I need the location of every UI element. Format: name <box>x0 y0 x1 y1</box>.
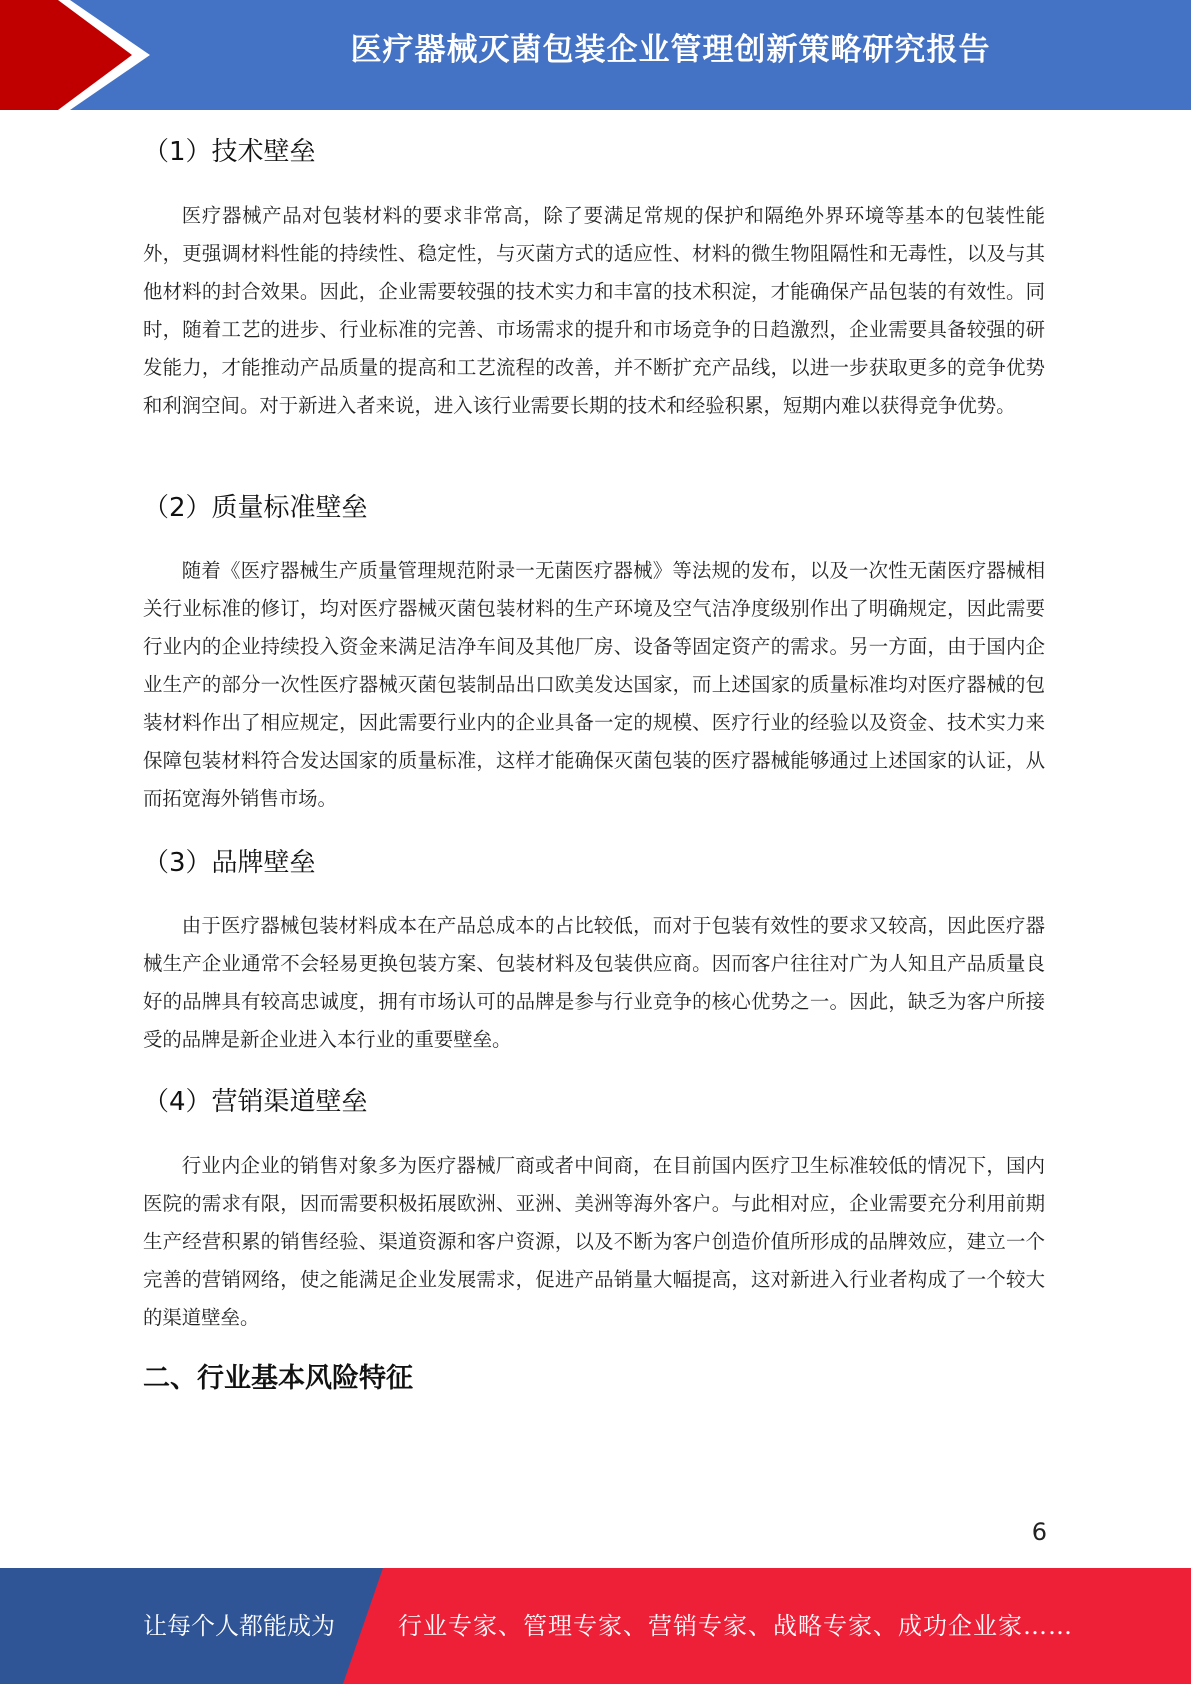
header-arrow-decoration <box>0 0 160 110</box>
major-heading-risk: 二、行业基本风险特征 <box>143 1363 413 1394</box>
page-number: 6 <box>1031 1518 1047 1546</box>
page-header <box>0 0 1191 110</box>
section-paragraph-marketing: 行业内企业的销售对象多为医疗器械厂商或者中间商，在目前国内医疗卫生标准较低的情况下，国内医院的需求有限，因而需要积极拓展欧洲、亚洲、美洲等海外客户。与此相对应，企业需要充分利用前期生产经营积累的销售经验、渠道资源和客户资源，以及不断为客户创造价值所形成的品牌效应，建立一个完善的营销网络，使之能满足企业发展需求，促进产品销量大幅提高，这对新进入行业者构成了一个较大的渠道壁垒。 <box>143 1154 1045 1329</box>
report-title: 医疗器械灭菌包装企业管理创新策略研究报告 <box>350 32 991 68</box>
section-paragraph-technology: 医疗器械产品对包装材料的要求非常高，除了要满足常规的保护和隔绝外界环境等基本的包装性能外，更强调材料性能的持续性、稳定性，与灭菌方式的适应性、材料的微生物阻隔性和无毒性，以及与其他材料的封合效果。因此，企业需要较强的技术实力和丰富的技术积淀，才能确保产品包装的有效性。同时，随着工艺的进步、行业标准的完善、市场需求的提升和市场竞争的日趋激烈，企业需要具备较强的研发能力，才能推动产品质量的提高和工艺流程的改善，并不断扩充产品线，以进一步获取更多的竞争优势和利润空间。对于新进入者来说，进入该行业需要长期的技术和经验积累，短期内难以获得竞争优势。 <box>143 204 1045 417</box>
footer-slogan-right: 行业专家、管理专家、营销专家、战略专家、成功企业家…… <box>398 1612 1073 1640</box>
page-footer <box>0 1568 1191 1684</box>
section-heading-technology: （1）技术壁垒 <box>143 137 316 167</box>
section-paragraph-quality: 随着《医疗器械生产质量管理规范附录一无菌医疗器械》等法规的发布，以及一次性无菌医疗器械相关行业标准的修订，均对医疗器械灭菌包装材料的生产环境及空气洁净度级别作出了明确规定，因此需要行业内的企业持续投入资金来满足洁净车间及其他厂房、设备等固定资产的需求。另一方面，由于国内企业生产的部分一次性医疗器械灭菌包装制品出口欧美发达国家，而上述国家的质量标准均对医疗器械的包装材料作出了相应规定，因此需要行业内的企业具备一定的规模、医疗行业的经验以及资金、技术实力来保障包装材料符合发达国家的质量标准，这样才能确保灭菌包装的医疗器械能够通过上述国家的认证，从而拓宽海外销售市场。 <box>143 559 1045 810</box>
section-heading-brand: （3）品牌壁垒 <box>143 848 316 878</box>
footer-slogan-left: 让每个人都能成为 <box>143 1612 335 1640</box>
section-heading-quality: （2）质量标准壁垒 <box>143 493 368 523</box>
section-heading-marketing: （4）营销渠道壁垒 <box>143 1087 368 1117</box>
section-paragraph-brand: 由于医疗器械包装材料成本在产品总成本的占比较低，而对于包装有效性的要求又较高，因此医疗器械生产企业通常不会轻易更换包装方案、包装材料及包装供应商。因而客户往往对广为人知且产品质量良好的品牌具有较高忠诚度，拥有市场认可的品牌是参与行业竞争的核心优势之一。因此，缺乏为客户所接受的品牌是新企业进入本行业的重要壁垒。 <box>143 914 1045 1051</box>
